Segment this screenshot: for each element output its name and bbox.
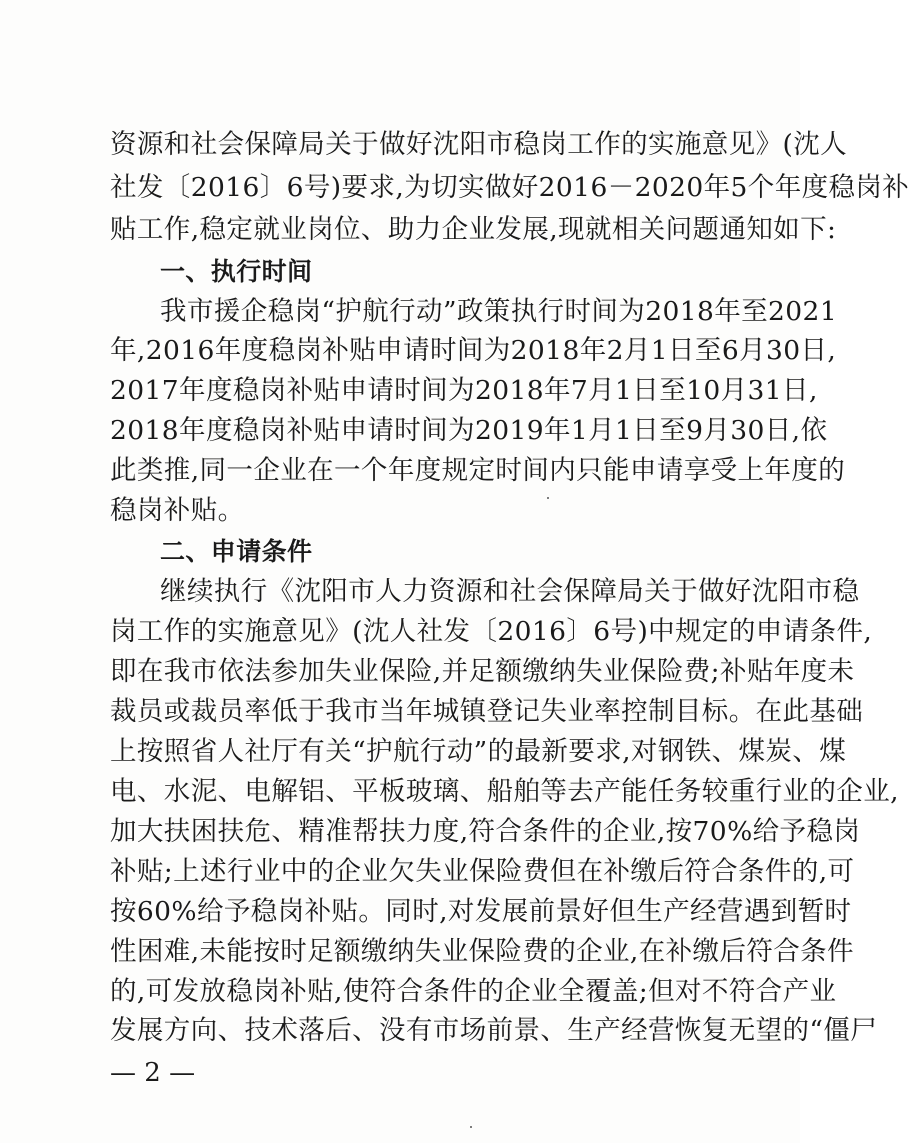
scan-speck (470, 1126, 472, 1128)
paragraph-line: 上按照省人社厅有关“护航行动”的最新要求,对钢铁、煤炭、煤 (110, 736, 847, 767)
section-heading-execution-time: 一、执行时间 (160, 257, 313, 286)
paragraph-line: 补贴;上述行业中的企业欠失业保险费但在补缴后符合条件的,可 (110, 856, 855, 887)
paragraph-line: 性困难,未能按时足额缴纳失业保险费的企业,在补缴后符合条件 (110, 936, 854, 967)
paragraph-line: 年,2016年度稳岗补贴申请时间为2018年2月1日至6月30日, (110, 335, 837, 366)
scan-speck (547, 497, 549, 499)
paragraph-line: 此类推,同一企业在一个年度规定时间内只能申请享受上年度的 (110, 455, 846, 486)
paragraph-line: 电、水泥、电解铝、平板玻璃、船舶等去产能任务较重行业的企业, (110, 776, 899, 807)
paragraph-line: 裁员或裁员率低于我市当年城镇登记失业率控制目标。在此基础 (110, 696, 864, 727)
paragraph-line: 加大扶困扶危、精准帮扶力度,符合条件的企业,按70%给予稳岗 (110, 816, 861, 847)
paragraph-line: 即在我市依法参加失业保险,并足额缴纳失业保险费;补贴年度未 (110, 656, 855, 687)
paragraph-line: 贴工作,稳定就业岗位、助力企业发展,现就相关问题通知如下: (110, 214, 837, 245)
paragraph-line: 资源和社会保障局关于做好沈阳市稳岗工作的实施意见》(沈人 (110, 129, 848, 160)
paragraph-line: 2017年度稳岗补贴申请时间为2018年7月1日至10月31日, (110, 375, 818, 406)
paragraph-line: 按60%给予稳岗补贴。同时,对发展前景好但生产经营遇到暂时 (110, 896, 852, 927)
paragraph-line: 的,可发放稳岗补贴,使符合条件的企业全覆盖;但对不符合产业 (110, 976, 837, 1007)
paragraph-line: 稳岗补贴。 (110, 495, 245, 526)
paragraph-line: 岗工作的实施意见》(沈人社发〔2016〕6号)中规定的申请条件, (110, 616, 873, 647)
page-number: — 2 — (110, 1058, 196, 1088)
paragraph-line: 继续执行《沈阳市人力资源和社会保障局关于做好沈阳市稳 (160, 576, 860, 607)
paragraph-line: 社发〔2016〕6号)要求,为切实做好2016－2020年5个年度稳岗补 (110, 172, 909, 203)
paragraph-line: 2018年度稳岗补贴申请时间为2019年1月1日至9月30日,依 (110, 415, 828, 446)
paragraph-line: 我市援企稳岗“护航行动”政策执行时间为2018年至2021 (160, 296, 838, 327)
paragraph-line: 发展方向、技术落后、没有市场前景、生产经营恢复无望的“僵尸 (110, 1015, 878, 1046)
section-heading-application-conditions: 二、申请条件 (160, 537, 313, 566)
